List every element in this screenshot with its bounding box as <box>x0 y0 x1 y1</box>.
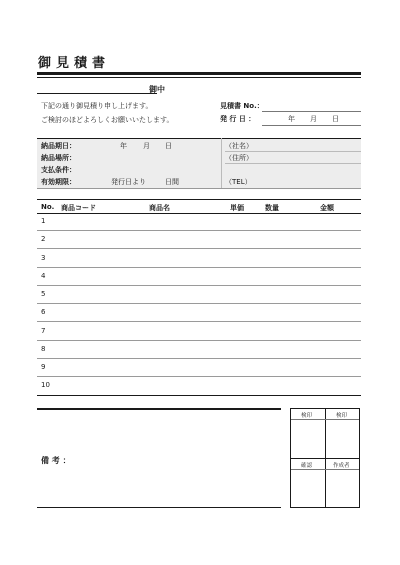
validity-from: 発行日より <box>111 178 146 186</box>
row-separator <box>37 248 361 249</box>
issue-date-year: 年 <box>288 115 295 123</box>
row-number: 2 <box>41 235 46 243</box>
recipient-suffix: 御中 <box>149 85 165 94</box>
remarks-top-rule <box>37 408 281 410</box>
row-number: 1 <box>41 217 46 225</box>
row-separator <box>37 376 361 377</box>
remarks-label: 備 考 ： <box>41 456 71 465</box>
row-number: 5 <box>41 290 46 298</box>
row-separator <box>37 340 361 341</box>
delivery-date-day: 日 <box>165 142 172 150</box>
row-number: 8 <box>41 345 46 353</box>
validity-days: 日間 <box>165 178 179 186</box>
title-thin-rule <box>37 77 361 78</box>
company-line <box>225 151 361 152</box>
recipient-underline <box>37 93 157 94</box>
company-label: （社名） <box>225 142 253 150</box>
remarks-bottom-rule <box>37 507 281 508</box>
address-label: （住所） <box>225 154 253 162</box>
tel-label: （TEL） <box>225 178 252 186</box>
delivery-date-month: 月 <box>143 142 150 150</box>
issue-date-day: 日 <box>332 115 339 123</box>
stamp-label-inspection-2: 検印 <box>336 413 348 419</box>
table-header-rule <box>37 213 361 214</box>
address-line <box>225 163 361 164</box>
issue-date-label: 発 行 日 ： <box>220 115 256 123</box>
stamp-label-confirm: 確認 <box>301 463 313 469</box>
header-name: 商品名 <box>149 204 170 212</box>
header-unit-price: 単価 <box>230 204 244 212</box>
delivery-date-label: 納品期日： <box>41 142 76 150</box>
intro-line-1: 下記の通り御見積り申し上げます。 <box>41 102 153 110</box>
stamp-label-creator: 作成者 <box>333 463 350 469</box>
header-no: No. <box>41 203 55 211</box>
delivery-place-label: 納品場所： <box>41 154 76 162</box>
issue-date-field[interactable] <box>262 125 361 126</box>
approval-stamp-grid <box>290 408 360 508</box>
row-number: 9 <box>41 363 46 371</box>
validity-label: 有効期限： <box>41 178 76 186</box>
row-separator <box>37 267 361 268</box>
header-amount: 金額 <box>320 204 334 212</box>
issue-date-month: 月 <box>310 115 317 123</box>
estimate-no-label: 見積書 No.： <box>220 102 264 110</box>
table-bottom-rule <box>37 395 361 396</box>
info-top-rule <box>37 138 361 139</box>
stamp-label-inspection-1: 検印 <box>301 413 313 419</box>
row-separator <box>37 303 361 304</box>
row-number: 10 <box>41 381 50 389</box>
intro-line-2: ご検討のほどよろしくお願いいたします。 <box>41 116 174 124</box>
title-thick-rule <box>37 72 361 75</box>
payment-terms-label: 支払条件： <box>41 166 76 174</box>
row-number: 7 <box>41 327 46 335</box>
stamp-row-rule-bottom <box>291 469 359 470</box>
info-bottom-rule <box>37 188 361 189</box>
row-number: 6 <box>41 308 46 316</box>
row-number: 4 <box>41 272 46 280</box>
row-number: 3 <box>41 254 46 262</box>
row-separator <box>37 285 361 286</box>
stamp-horizontal-divider <box>291 458 359 459</box>
header-code: 商品コード <box>61 204 96 212</box>
page-title: 御見積書 <box>38 56 111 71</box>
row-separator <box>37 230 361 231</box>
row-separator <box>37 321 361 322</box>
row-separator <box>37 358 361 359</box>
header-quantity: 数量 <box>265 204 279 212</box>
info-divider <box>221 138 222 188</box>
delivery-date-year: 年 <box>120 142 127 150</box>
stamp-row-rule-top <box>291 419 359 420</box>
estimate-no-field[interactable] <box>262 111 361 112</box>
